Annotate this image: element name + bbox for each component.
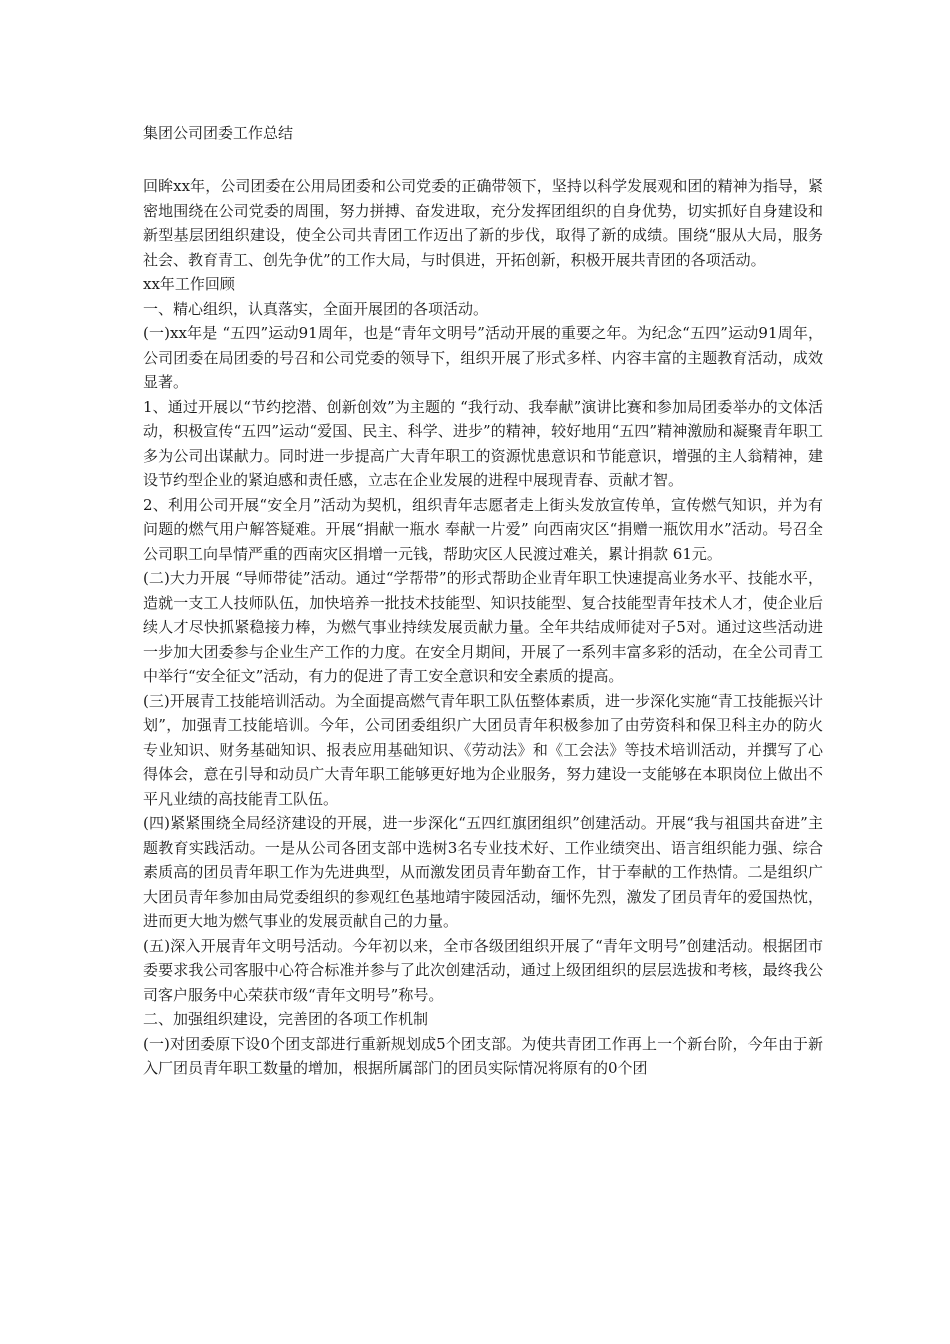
paragraph: (一)xx年是 “五四”运动91周年，也是“青年文明号”活动开展的重要之年。为纪念“五四”运动91周年，公司团委在局团委的号召和公司党委的领导下，组织开展了形式多样、内容丰富的主题教育活动，成效显著。 (143, 324, 823, 391)
document-title: 集团公司团委工作总结 (143, 124, 294, 142)
paragraph: (三)开展青工技能培训活动。为全面提高燃气青年职工队伍整体素质，进一步深化实施“青工技能振兴计划”，加强青工技能培训。今年，公司团委组织广大团员青年积极参加了由劳资科和保卫科主办的防火专业知识、财务基础知识、报表应用基础知识、《劳动法》和《工会法》等技术培训活动，并撰写了心得体会，意在引导和动员广大青年职工能够更好地为企业服务，努力建设一支能够在本职岗位上做出不平凡业绩的高技能青工队伍。 (143, 691, 823, 808)
section-heading: 一、精心组织，认真落实，全面开展团的各项活动。 (143, 299, 489, 318)
section-heading: xx年工作回顾 (143, 275, 235, 293)
document-body (143, 174, 823, 1081)
paragraph: (四)紧紧围绕全局经济建设的开展，进一步深化“五四红旗团组织”创建活动。开展“我与祖国共奋进”主题教育实践活动。一是从公司各团支部中选树3名专业技术好、工作业绩突出、语言组织能力强、综合素质高的团员青年职工作为先进典型，从而激发团员青年勤奋工作，甘于奉献的工作热情。二是组织广大团员青年参加由局党委组织的参观红色基地靖宇陵园活动，缅怀先烈，激发了团员青年的爱国热忱，进而更大地为燃气事业的发展贡献自己的力量。 (143, 814, 823, 930)
paragraph: 2、利用公司开展“安全月”活动为契机，组织青年志愿者走上街头发放宣传单，宣传燃气知识，并为有问题的燃气用户解答疑难。开展“捐献一瓶水 奉献一片爱” 向西南灾区“捐赠一瓶饮用水”活动。号召全公司职工向旱情严重的西南灾区捐增一元钱，帮助灾区人民渡过难关，累计捐款 61元。 (143, 495, 823, 563)
paragraph: (二)大力开展 “导师带徒”活动。通过“学帮带”的形式帮助企业青年职工快速提高业务水平、技能水平，造就一支工人技师队伍，加快培养一批技术技能型、知识技能型、复合技能型青年技术人才，使企业后续人才尽快抓紧稳接力棒，为燃气事业持续发展贡献力量。全年共结成师徒对子5对。通过这些活动进一步加大团委参与企业生产工作的力度。在安全月期间，开展了一系列丰富多彩的活动，在全公司青工中举行“安全征文”活动，有力的促进了青工安全意识和安全素质的提高。 (143, 569, 823, 685)
paragraph: (五)深入开展青年文明号活动。今年初以来，全市各级团组织开展了“青年文明号”创建活动。根据团市委要求我公司客服中心符合标准并参与了此次创建活动，通过上级团组织的层层选拔和考核，最终我公司客户服务中心荣获市级“青年文明号”称号。 (143, 936, 823, 1004)
section-heading: 二、加强组织建设，完善团的各项工作机制 (143, 1010, 429, 1028)
paragraph: 回眸xx年，公司团委在公用局团委和公司党委的正确带领下，坚持以科学发展观和团的精神为指导，紧密地围绕在公司党委的周围，努力拼搏、奋发进取，充分发挥团组织的自身优势，切实抓好自身建设和新型基层团组织建设，使全公司共青团工作迈出了新的步伐，取得了新的成绩。围绕“服从大局，服务社会、教育青工、创先争优”的工作大局，与时俱进，开拓创新，积极开展共青团的各项活动。 (143, 177, 823, 269)
paragraph: 1、通过开展以“节约挖潜、创新创效”为主题的 “我行动、我奉献”演讲比赛和参加局团委举办的文体活动，积极宣传“五四”运动“爱国、民主、科学、进步”的精神，较好地用“五四”精神激励和凝聚青年职工多为公司出谋献力。同时进一步提高广大青年职工的资源忧患意识和节能意识，增强的主人翁精神，建设节约型企业的紧迫感和责任感，立志在企业发展的进程中展现青春、贡献才智。 (143, 397, 823, 489)
paragraph: (一)对团委原下设0个团支部进行重新规划成5个团支部。为使共青团工作再上一个新台阶，今年由于新入厂团员青年职工数量的增加，根据所属部门的团员实际情况将原有的0个团 (143, 1034, 823, 1077)
